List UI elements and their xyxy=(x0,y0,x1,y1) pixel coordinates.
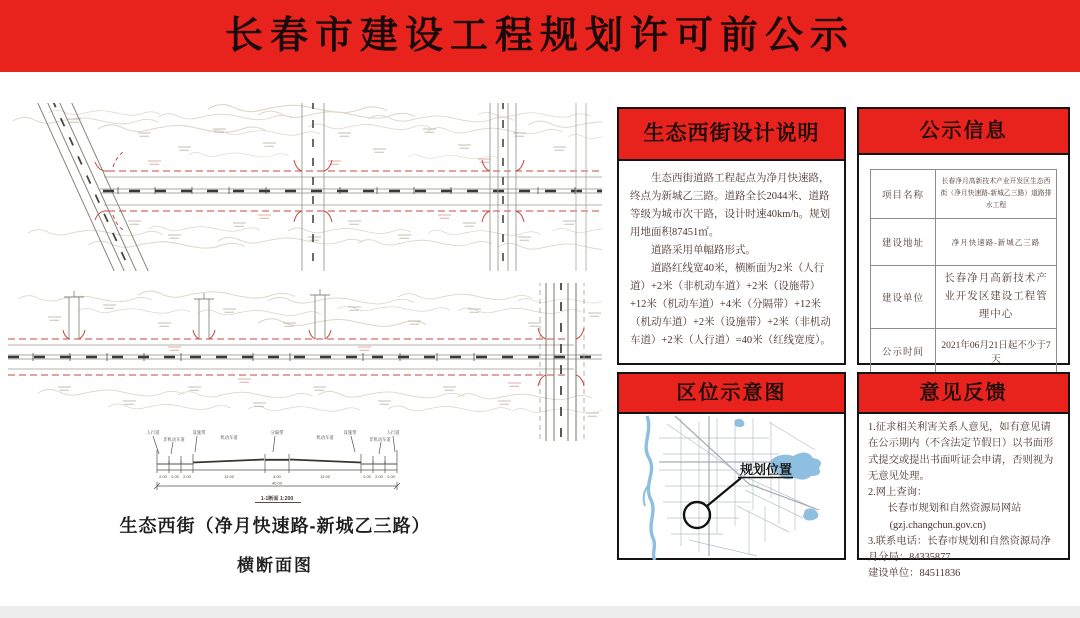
svg-text:机动车道: 机动车道 xyxy=(220,435,238,440)
row-value: 长春净月高新技术产业开发区生态西街（净月快速路-新城乙三路）道路排水工程 xyxy=(936,170,1057,219)
svg-text:非机动车道: 非机动车道 xyxy=(163,437,185,442)
row-value: 长春净月高新技术产业开发区建设工程管理中心 xyxy=(936,266,1057,329)
map-streets xyxy=(659,418,815,556)
notice-info-title: 公示信息 xyxy=(859,109,1068,155)
design-notes-para1: 生态西街道路工程起点为净月快速路，终点为新城乙三路。道路全长2044米、道路等级为城市次干路，设计时速40km/h。规划用地面积87451㎡。 xyxy=(630,173,831,239)
svg-text:2.00: 2.00 xyxy=(387,474,395,479)
svg-text:分隔带: 分隔带 xyxy=(270,430,284,435)
row-label: 建设地址 xyxy=(871,219,936,266)
contour-lines xyxy=(18,291,602,413)
svg-text:人行道: 人行道 xyxy=(386,430,400,435)
map-marker xyxy=(684,478,741,528)
feedback-panel xyxy=(857,372,1070,580)
side-road-stubs xyxy=(64,289,330,339)
location-map-panel xyxy=(617,372,846,560)
section-frame xyxy=(153,436,400,503)
cross-road-right xyxy=(540,283,584,441)
svg-text:4.00: 4.00 xyxy=(273,474,281,479)
page-title: 长春市建设工程规划许可前公示 xyxy=(224,15,855,57)
table-row xyxy=(871,170,1057,219)
feedback-line: 3.联系电话：长春市规划和自然资源局净月分局：84335877 xyxy=(868,535,1051,564)
row-label: 项目名称 xyxy=(871,170,936,219)
svg-text:2.00: 2.00 xyxy=(375,474,383,479)
road-plan-drawing-upper xyxy=(8,103,602,271)
design-notes-panel xyxy=(617,107,846,365)
row-label: 建设单位 xyxy=(871,266,936,329)
svg-text:设施带: 设施带 xyxy=(192,430,206,435)
road-plan-drawing-lower xyxy=(8,283,602,441)
cross-section-drawing xyxy=(143,426,421,508)
svg-text:2.00: 2.00 xyxy=(159,474,167,479)
location-map xyxy=(619,414,844,560)
cross-road-mid xyxy=(302,103,324,271)
design-notes-para3: 道路红线宽40米，横断面为2米（人行道）+2米（非机动车道）+2米（设施带）+12米（机动车道）+4米（分隔带）+12米（机动车道）+2米（设施带）+2米（非机动车道）+2米（人行道）=40米（红线宽度）。 xyxy=(630,263,831,347)
main-road-corridor xyxy=(100,171,602,211)
notice-info-table xyxy=(870,169,1057,374)
section-dimensions xyxy=(159,474,395,486)
annotation-marks xyxy=(48,305,601,416)
svg-text:12.00: 12.00 xyxy=(224,474,234,479)
table-row xyxy=(871,266,1057,329)
drawing-caption-line1: 生态西街（净月快速路-新城乙三路） xyxy=(119,516,431,536)
row-value: 净月快速路-新城乙三路 xyxy=(936,219,1057,266)
row-label: 公示时间 xyxy=(871,329,936,374)
section-total-width: 40.00 xyxy=(272,480,282,486)
notice-info-panel xyxy=(857,107,1070,365)
feedback-line: 建设单位：84511836 xyxy=(868,568,961,580)
drawing-caption-line2: 横断面图 xyxy=(237,556,313,575)
feedback-body xyxy=(859,414,1068,583)
section-scale-label: 1-1断面 1:200 xyxy=(260,496,294,502)
cross-road-diagonal xyxy=(36,103,150,271)
row-value: 2021年06月21日起不少于7天 xyxy=(936,329,1057,374)
svg-text:设施带: 设施带 xyxy=(343,430,357,435)
location-map-title: 区位示意图 xyxy=(619,374,844,414)
svg-text:12.00: 12.00 xyxy=(320,474,330,479)
feedback-line: 长春市规划和自然资源局网站 xyxy=(887,503,1022,515)
design-notes-title: 生态西街设计说明 xyxy=(619,109,844,161)
svg-text:非机动车道: 非机动车道 xyxy=(369,437,391,442)
section-labels xyxy=(147,429,401,443)
annotation-marks xyxy=(68,119,576,240)
map-marker-label: 规划位置 xyxy=(740,462,793,477)
svg-text:2.00: 2.00 xyxy=(183,474,191,479)
red-annotation-marks xyxy=(168,347,521,386)
feedback-line: 2.网上查询： xyxy=(868,487,928,499)
location-map-body xyxy=(619,414,844,560)
svg-text:人行道: 人行道 xyxy=(146,430,160,435)
feedback-line: (gzj.changchun.gov.cn) xyxy=(889,519,986,531)
feedback-title: 意见反馈 xyxy=(859,374,1068,414)
main-road-corridor xyxy=(8,339,602,375)
table-row xyxy=(871,219,1057,266)
svg-text:机动车道: 机动车道 xyxy=(316,435,334,440)
svg-text:2.00: 2.00 xyxy=(363,474,371,479)
design-notes-body xyxy=(619,161,844,359)
feedback-line: 1.征求相关利害关系人意见，如有意见请在公示期内（不含法定节假日）以书面形式提交或提出书面听证会申请，否则视为无意见处理。 xyxy=(868,422,1054,482)
table-row xyxy=(871,329,1057,374)
title-banner xyxy=(0,0,1080,72)
design-notes-para2: 道路采用单幅路形式。 xyxy=(651,245,756,257)
page-bottom-edge xyxy=(0,606,1080,618)
svg-text:2.00: 2.00 xyxy=(171,474,179,479)
drawing-caption xyxy=(60,512,490,576)
